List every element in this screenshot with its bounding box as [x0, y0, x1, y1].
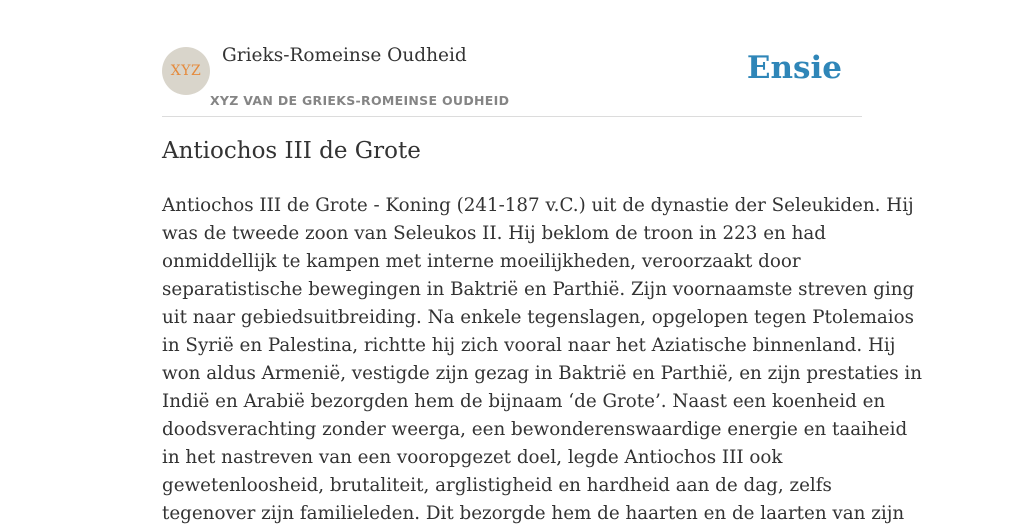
source-title-link[interactable]: Grieks-Romeinse Oudheid: [222, 45, 467, 66]
article-body-line: doodsverachting zonder weerga, een bewonderenswaardige energie en taaiheid: [162, 419, 908, 440]
article-body-line: was de tweede zoon van Seleukos II. Hij beklom de troon in 223 en had: [162, 223, 826, 244]
article-body-line: uit naar gebiedsuitbreiding. Na enkele tegenslagen, opgelopen tegen Ptolemaios: [162, 307, 915, 328]
article-body-line: separatistische bewegingen in Baktrië en Parthië. Zijn voornaamste streven ging: [162, 279, 915, 300]
header: [162, 0, 862, 117]
source-avatar[interactable]: XYZ: [162, 47, 210, 95]
article-body-line: Antiochos III de Grote - Koning (241-187 v.C.) uit de dynastie der Seleukiden. Hij: [162, 195, 914, 216]
article-body-line: in het nastreven van een vooropgezet doel, legde Antiochos III ook: [162, 447, 783, 468]
article-body-line: won aldus Armenië, vestigde zijn gezag in Baktrië en Parthië, en zijn prestaties in: [162, 363, 923, 384]
article-body-line: onmiddellijk te kampen met interne moeilijkheden, veroorzaakt door: [162, 251, 801, 272]
article-title: Antiochos III de Grote: [162, 138, 421, 164]
article-body-line: in Syrië en Palestina, richtte hij zich vooral naar het Aziatische binnenland. Hij: [162, 335, 896, 356]
source-subtitle: XYZ VAN DE GRIEKS-ROMEINSE OUDHEID: [210, 93, 510, 108]
article-body-line: gewetenloosheid, brutaliteit, arglistigheid en hardheid aan de dag, zelfs: [162, 475, 832, 496]
article-body-line: Indië en Arabië bezorgden hem de bijnaam ‘de Grote’. Naast een koenheid en: [162, 391, 886, 412]
article-body: [162, 192, 923, 528]
brand-logo[interactable]: Ensie: [746, 50, 842, 86]
article-body-line: tegenover zijn familieleden. Dit bezorgde hem de haarten en de laarten van zijn: [162, 503, 905, 524]
